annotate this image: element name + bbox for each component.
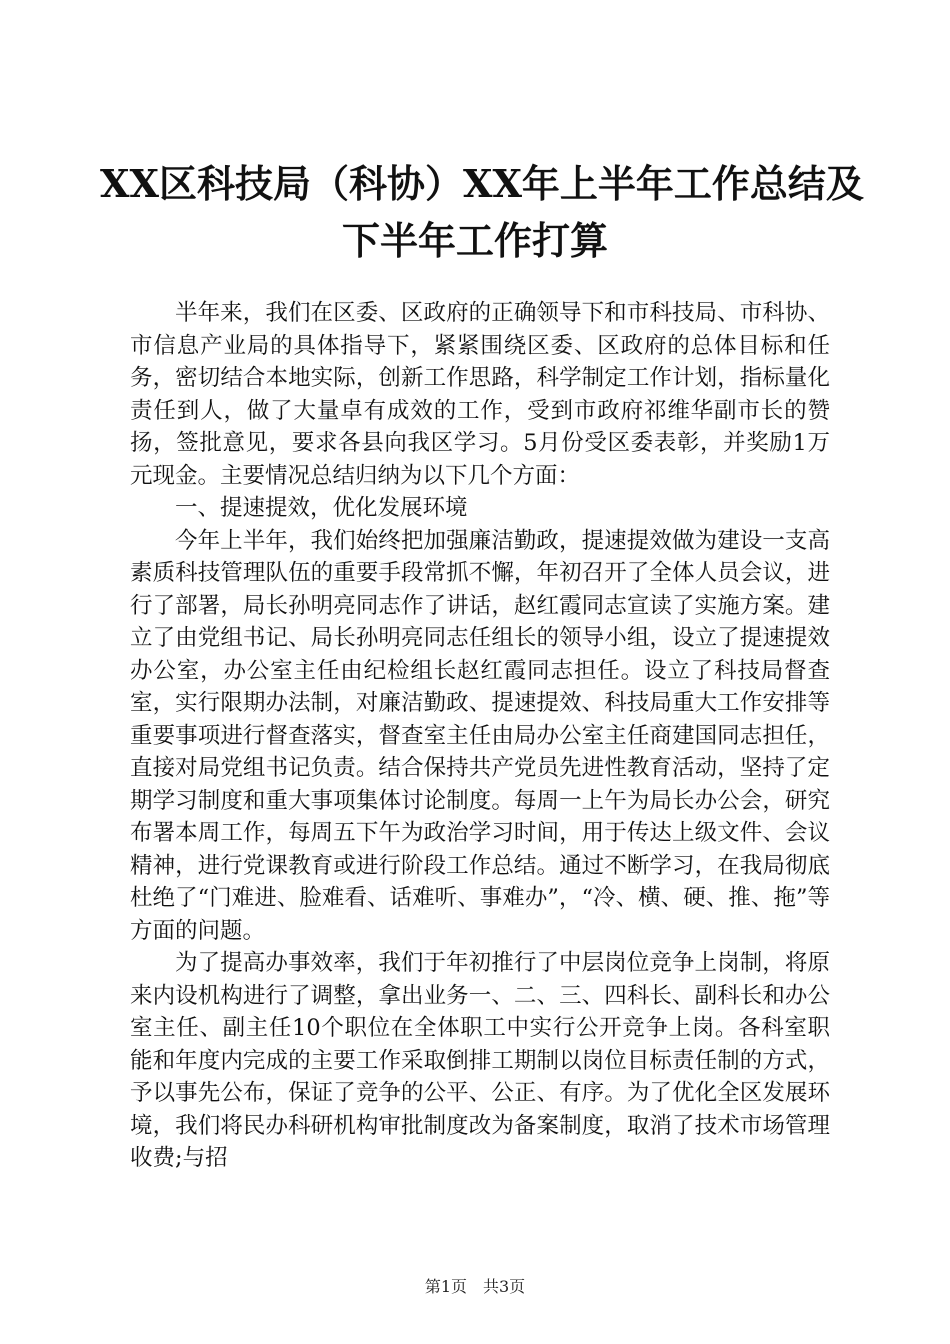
page-footer [0,1277,950,1297]
paragraph-section-1-a: 今年上半年，我们始终把加强廉洁勤政，提速提效做为建设一支高素质科技管理队伍的重要手段常抓不懈，年初召开了全体人员会议，进行了部署，局长孙明亮同志作了讲话，赵红霞同志宣读了实施方案。建立了由党组书记、局长孙明亮同志任组长的领导小组，设立了提速提效办公室，办公室主任由纪检组长赵红霞同志担任。设立了科技局督查室，实行限期办法制，对廉洁勤政、提速提效、科技局重大工作安排等重要事项进行督查落实，督查室主任由局办公室主任商建国同志担任，直接对局党组书记负责。结合保持共产党员先进性教育活动，坚持了定期学习制度和重大事项集体讨论制度。每周一上午为局长办公会，研究布署本周工作，每周五下午为政治学习时间，用于传达上级文件、会议精神，进行党课教育或进行阶段工作总结。通过不断学习，在我局彻底杜绝了“门难进、脸难看、话难听、事难办”，“冷、横、硬、推、拖”等方面的问题。 [130,527,830,944]
document-title-line-1: XX区科技局（科协）XX年上半年工作总结及 [100,161,864,206]
paragraph-intro: 半年来，我们在区委、区政府的正确领导下和市科技局、市科协、市信息产业局的具体指导下，紧紧围绕区委、区政府的总体目标和任务，密切结合本地实际，创新工作思路，科学制定工作计划，指标量化责任到人，做了大量卓有成效的工作，受到市政府祁维华副市长的赞扬，签批意见，要求各县向我区学习。5月份受区委表彰，并奖励1万元现金。主要情况总结归纳为以下几个方面： [130,300,830,489]
document-body [130,297,830,1175]
section-heading-1: 一、提速提效，优化发展环境 [175,495,468,521]
page-number: 第1页 [424,1277,467,1296]
document-title-line-2: 下半年工作打算 [341,218,608,263]
paragraph-section-1-b: 为了提高办事效率，我们于年初推行了中层岗位竞争上岗制，将原来内设机构进行了调整，拿出业务一、二、三、四科长、副科长和办公室主任、副主任10个职位在全体职工中实行公开竞争上岗。各科室职能和年度内完成的主要工作采取倒排工期制以岗位目标责任制的方式，予以事先公布，保证了竞争的公平、公正、有序。为了优化全区发展环境，我们将民办科研机构审批制度改为备案制度，取消了技术市场管理收费;与招 [130,950,830,1171]
page-total: 共3页 [483,1277,526,1296]
